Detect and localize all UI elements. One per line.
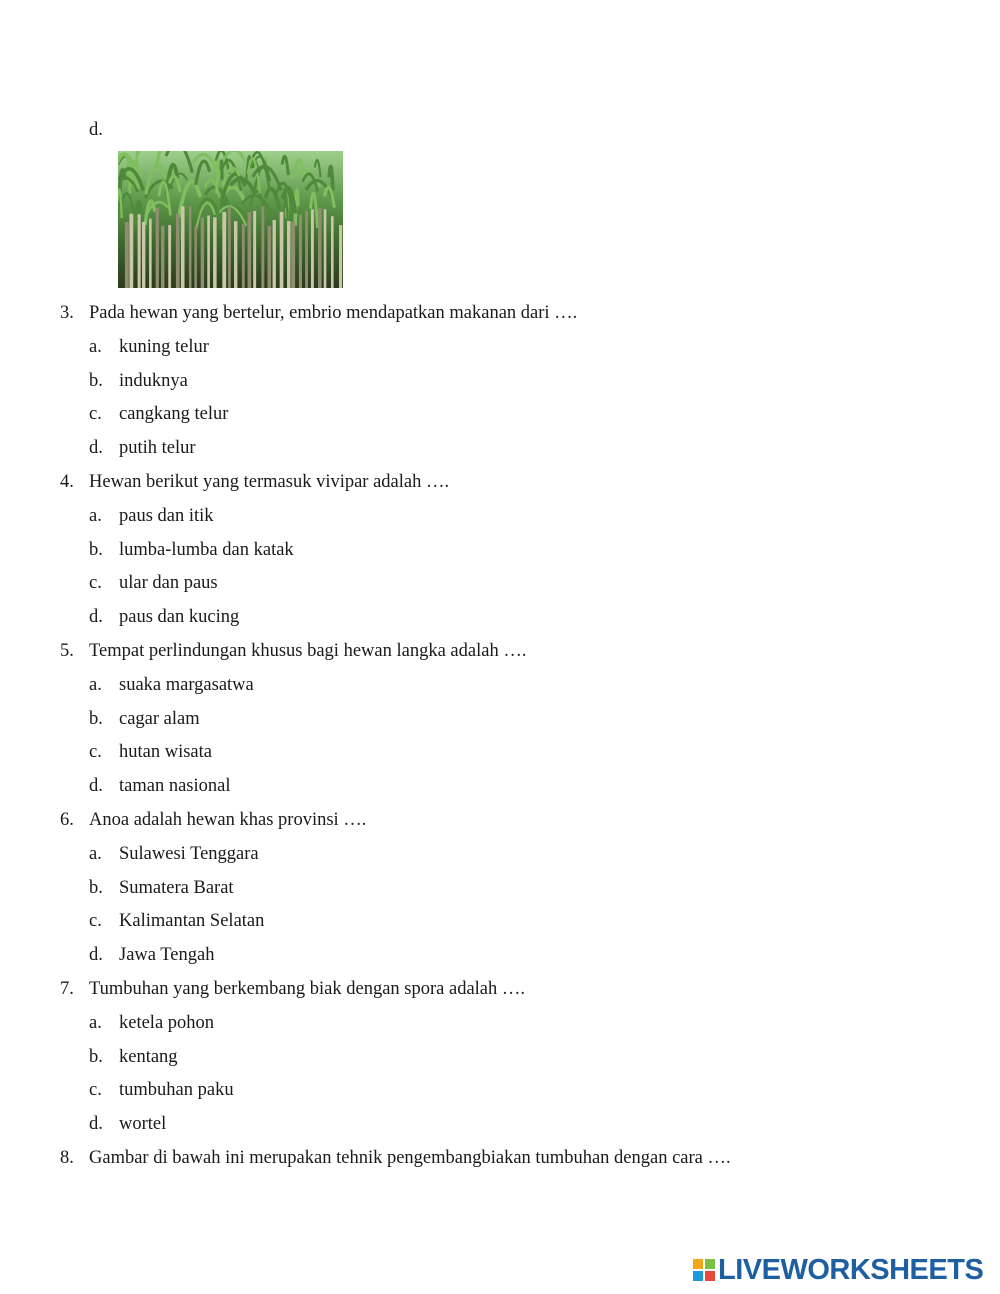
- option-letter: a.: [89, 674, 102, 695]
- option-text: cangkang telur: [119, 404, 229, 425]
- option-text: taman nasional: [119, 776, 231, 797]
- option-text: ketela pohon: [119, 1012, 215, 1033]
- option-text: Kalimantan Selatan: [119, 911, 265, 932]
- option-text: suaka margasatwa: [119, 674, 254, 695]
- option-letter: d.: [89, 438, 103, 459]
- question-text: Pada hewan yang bertelur, embrio mendapatkan makanan dari ….: [89, 303, 578, 323]
- option-text: paus dan itik: [119, 505, 214, 526]
- option-text: tumbuhan paku: [119, 1080, 234, 1101]
- option-text: kentang: [119, 1046, 178, 1067]
- option-letter: d.: [89, 945, 103, 966]
- option-letter: b.: [89, 708, 103, 729]
- option-letter: d.: [89, 776, 103, 797]
- option-letter: c.: [89, 1080, 102, 1101]
- question-number: 4.: [60, 472, 74, 492]
- option-text: paus dan kucing: [119, 607, 240, 628]
- question-number: 3.: [60, 303, 74, 323]
- question-number: 6.: [60, 810, 74, 830]
- question-number: 7.: [60, 979, 74, 999]
- question-text: Gambar di bawah ini merupakan tehnik pengembangbiakan tumbuhan dengan cara ….: [89, 1148, 731, 1168]
- logo-text: LIVEWORKSHEETS: [718, 1253, 984, 1286]
- option-text: wortel: [119, 1114, 167, 1135]
- question-text: Hewan berikut yang termasuk vivipar adalah ….: [89, 472, 450, 492]
- option-text: lumba-lumba dan katak: [119, 539, 294, 560]
- liveworksheets-logo: [692, 1254, 983, 1286]
- option-letter: a.: [89, 505, 102, 526]
- option-text: Sumatera Barat: [119, 877, 234, 898]
- question-number: 8.: [60, 1148, 74, 1168]
- option-text: putih telur: [119, 438, 196, 459]
- sugarcane-field-image: [118, 151, 343, 288]
- option-letter: c.: [89, 404, 102, 425]
- option-letter: d.: [89, 607, 103, 628]
- option-text: ular dan paus: [119, 573, 218, 594]
- option-text: induknya: [119, 370, 188, 391]
- option-letter: b.: [89, 1046, 103, 1067]
- option-letter: a.: [89, 843, 102, 864]
- option-letter: c.: [89, 911, 102, 932]
- option-text: Jawa Tengah: [119, 945, 215, 966]
- question-number: 5.: [60, 641, 74, 661]
- question-text: Tempat perlindungan khusus bagi hewan langka adalah ….: [89, 641, 527, 661]
- option-letter: c.: [89, 573, 102, 594]
- option-letter: a.: [89, 336, 102, 357]
- option-text: Sulawesi Tenggara: [119, 843, 259, 864]
- option-text: hutan wisata: [119, 742, 212, 763]
- option-letter: d.: [89, 120, 103, 140]
- liveworksheets-logo-icon: [692, 1258, 716, 1282]
- option-text: cagar alam: [119, 708, 200, 729]
- option-letter: b.: [89, 370, 103, 391]
- option-text: kuning telur: [119, 336, 209, 357]
- option-letter: b.: [89, 877, 103, 898]
- question-text: Anoa adalah hewan khas provinsi ….: [89, 810, 367, 830]
- option-letter: d.: [89, 1114, 103, 1135]
- question-text: Tumbuhan yang berkembang biak dengan spora adalah ….: [89, 979, 526, 999]
- option-letter: c.: [89, 742, 102, 763]
- option-letter: b.: [89, 539, 103, 560]
- option-letter: a.: [89, 1012, 102, 1033]
- sugarcane-drawing: [118, 151, 343, 288]
